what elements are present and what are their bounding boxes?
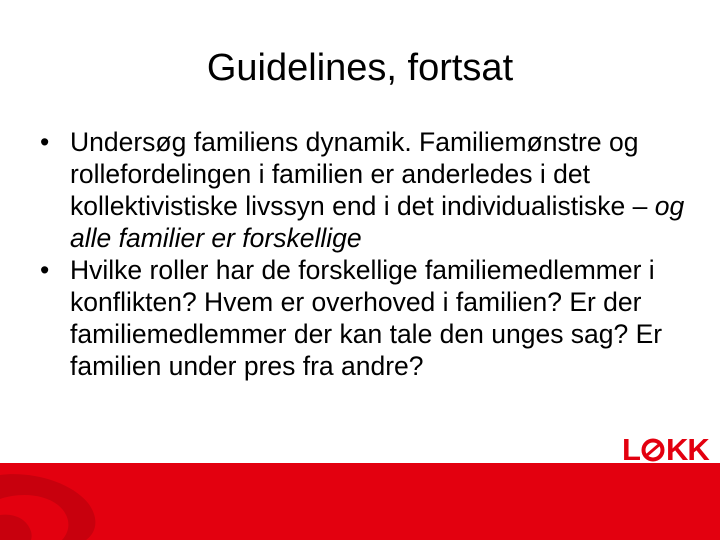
logo-o-mark — [641, 438, 665, 462]
bullet-text: Undersøg familiens dynamik. Familiemønstre og rollefordelingen i familien er anderledes i det kollektivistiske livssyn end i det individualistiske – — [70, 127, 655, 221]
bullet-item — [40, 254, 700, 382]
bullet-list — [40, 126, 700, 382]
slide-title: Guidelines, fortsat — [206, 47, 514, 89]
bullet-item — [40, 126, 700, 254]
lokk-logo — [622, 434, 714, 466]
logo-text: L KK — [622, 432, 709, 467]
bullet-glyph: • — [40, 127, 50, 157]
bullet-glyph: • — [40, 255, 50, 285]
footer-swirl-graphic — [0, 463, 130, 540]
bullet-emphasis: og alle familier er forskellige — [70, 191, 685, 253]
bullet-text: Hvilke roller har de forskellige familiemedlemmer i konflikten? Hvem er overhoved i familien? Er der familiemedlemmer der kan tale den unges sag? Er familien under pres fra andre? — [70, 255, 663, 381]
